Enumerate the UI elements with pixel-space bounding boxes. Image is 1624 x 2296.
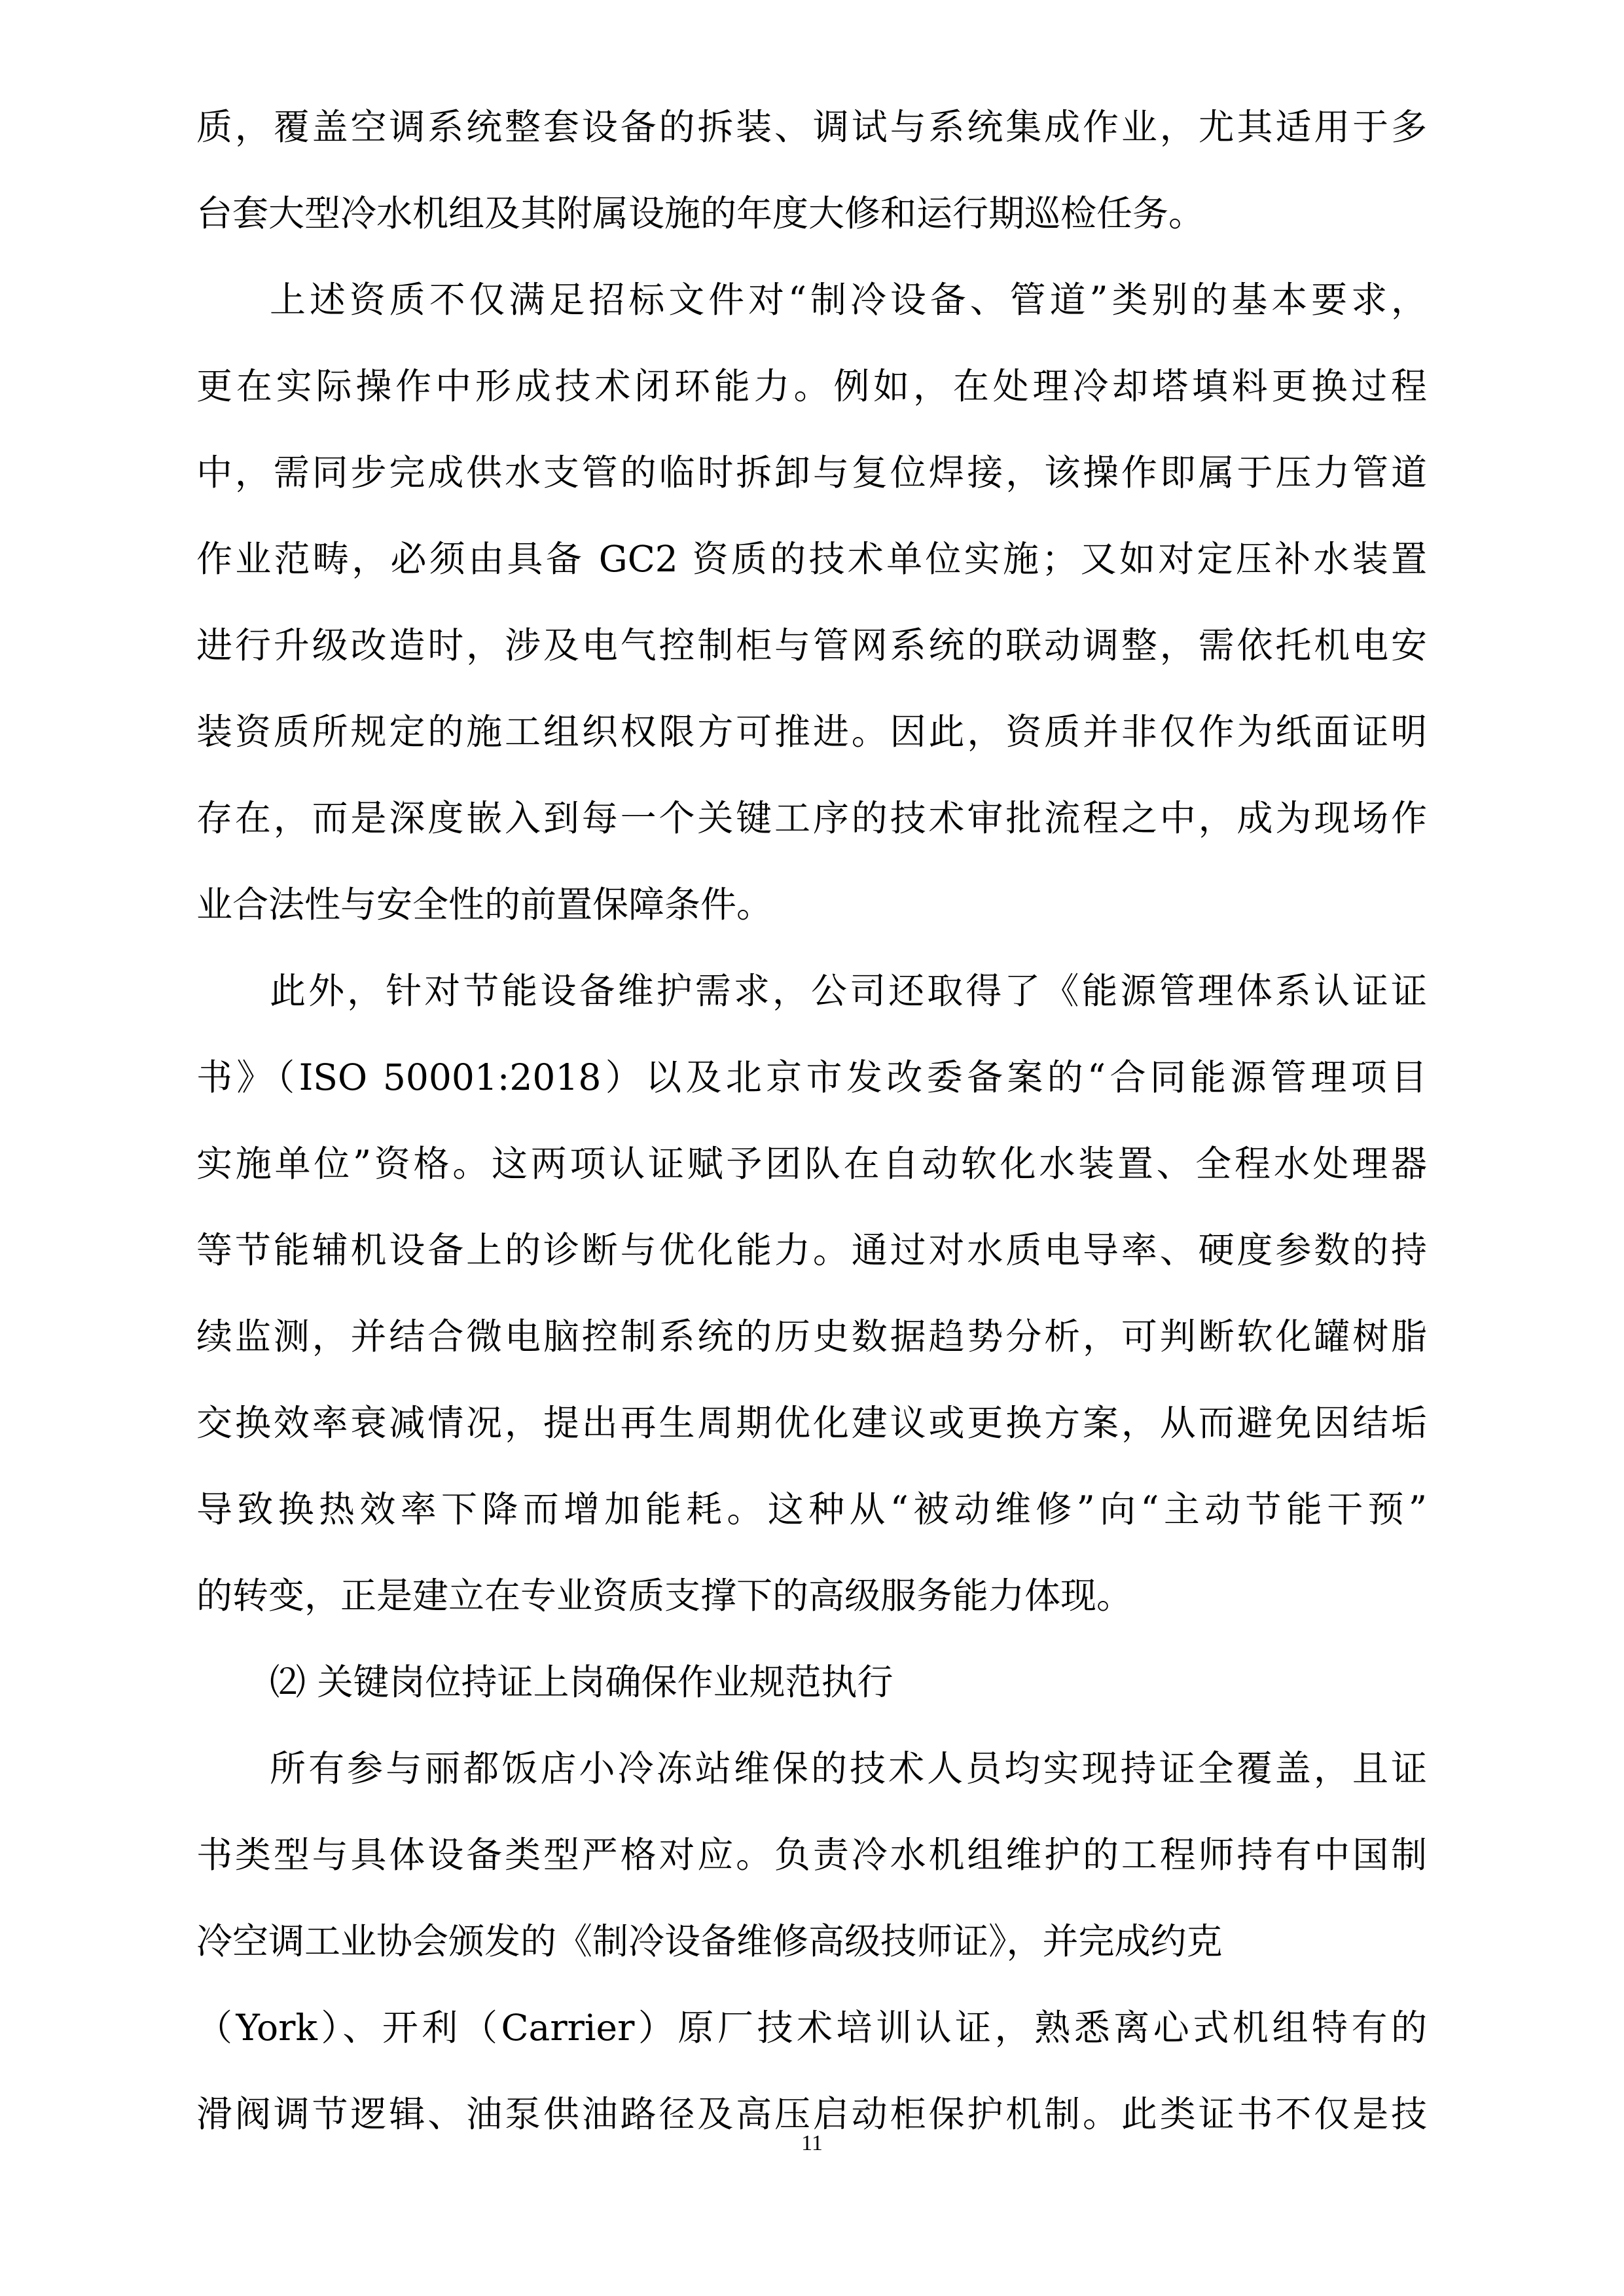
- text-line: 导致换热效率下降而增加能耗。这种从“被动维修”向“主动节能干预”: [196, 1488, 1427, 1530]
- page-number: 11: [801, 2131, 823, 2155]
- text-line: 的转变，正是建立在专业资质支撑下的高级服务能力体现。: [196, 1575, 1133, 1617]
- text-line: 进行升级改造时，涉及电气控制柜与管网系统的联动调整，需依托机电安: [196, 624, 1427, 666]
- text-line: 台套大型冷水机组及其附属设施的年度大修和运行期巡检任务。: [196, 192, 1205, 234]
- paragraph-2: [196, 257, 1427, 948]
- text-line: 业合法性与安全性的前置保障条件。: [196, 884, 773, 925]
- text-line: 交换效率衰减情况，提出再生周期优化建议或更换方案，从而避免因结垢: [196, 1402, 1427, 1444]
- text-line: 实施单位”资格。这两项认证赋予团队在自动软化水装置、全程水处理器: [196, 1143, 1427, 1185]
- text-line: 作业范畴，必须由具备 GC2 资质的技术单位实施；又如对定压补水装置: [196, 538, 1427, 580]
- text-line: 等节能辅机设备上的诊断与优化能力。通过对水质电导率、硬度参数的持: [196, 1229, 1427, 1271]
- paragraph-4: [196, 1725, 1427, 2157]
- text-line: 存在，而是深度嵌入到每一个关键工序的技术审批流程之中，成为现场作: [196, 797, 1427, 839]
- text-line: 中，需同步完成供水支管的临时拆卸与复位焊接，该操作即属于压力管道: [196, 452, 1427, 493]
- text-line: 续监测，并结合微电脑控制系统的历史数据趋势分析，可判断软化罐树脂: [196, 1316, 1427, 1357]
- text-line: 此外，针对节能设备维护需求，公司还取得了《能源管理体系认证证: [270, 970, 1427, 1012]
- paragraph-3: [196, 948, 1427, 1639]
- text-line: 书类型与具体设备类型严格对应。负责冷水机组维护的工程师持有中国制: [196, 1834, 1427, 1876]
- paragraph-1: [196, 84, 1427, 257]
- section-heading: ⑵ 关键岗位持证上岗确保作业规范执行: [270, 1661, 893, 1703]
- text-line: 滑阀调节逻辑、油泵供油路径及高压启动柜保护机制。此类证书不仅是技: [196, 2093, 1427, 2135]
- text-line: 上述资质不仅满足招标文件对“制冷设备、管道”类别的基本要求，: [270, 279, 1427, 321]
- text-line: 装资质所规定的施工组织权限方可推进。因此，资质并非仅作为纸面证明: [196, 711, 1427, 753]
- text-line: 质，覆盖空调系统整套设备的拆装、调试与系统集成作业，尤其适用于多: [196, 106, 1427, 148]
- document-body: [196, 84, 1427, 2157]
- text-line: 更在实际操作中形成技术闭环能力。例如，在处理冷却塔填料更换过程: [196, 365, 1427, 407]
- text-line: （York）、开利（Carrier）原厂技术培训认证，熟悉离心式机组特有的: [196, 2007, 1427, 2049]
- text-line: 冷空调工业协会颁发的《制冷设备维修高级技师证》，并完成约克: [196, 1920, 1223, 1962]
- text-line: 书》（ISO 50001:2018）以及北京市发改委备案的“合同能源管理项目: [196, 1056, 1427, 1098]
- text-line: 所有参与丽都饭店小冷冻站维保的技术人员均实现持证全覆盖，且证: [270, 1748, 1427, 1789]
